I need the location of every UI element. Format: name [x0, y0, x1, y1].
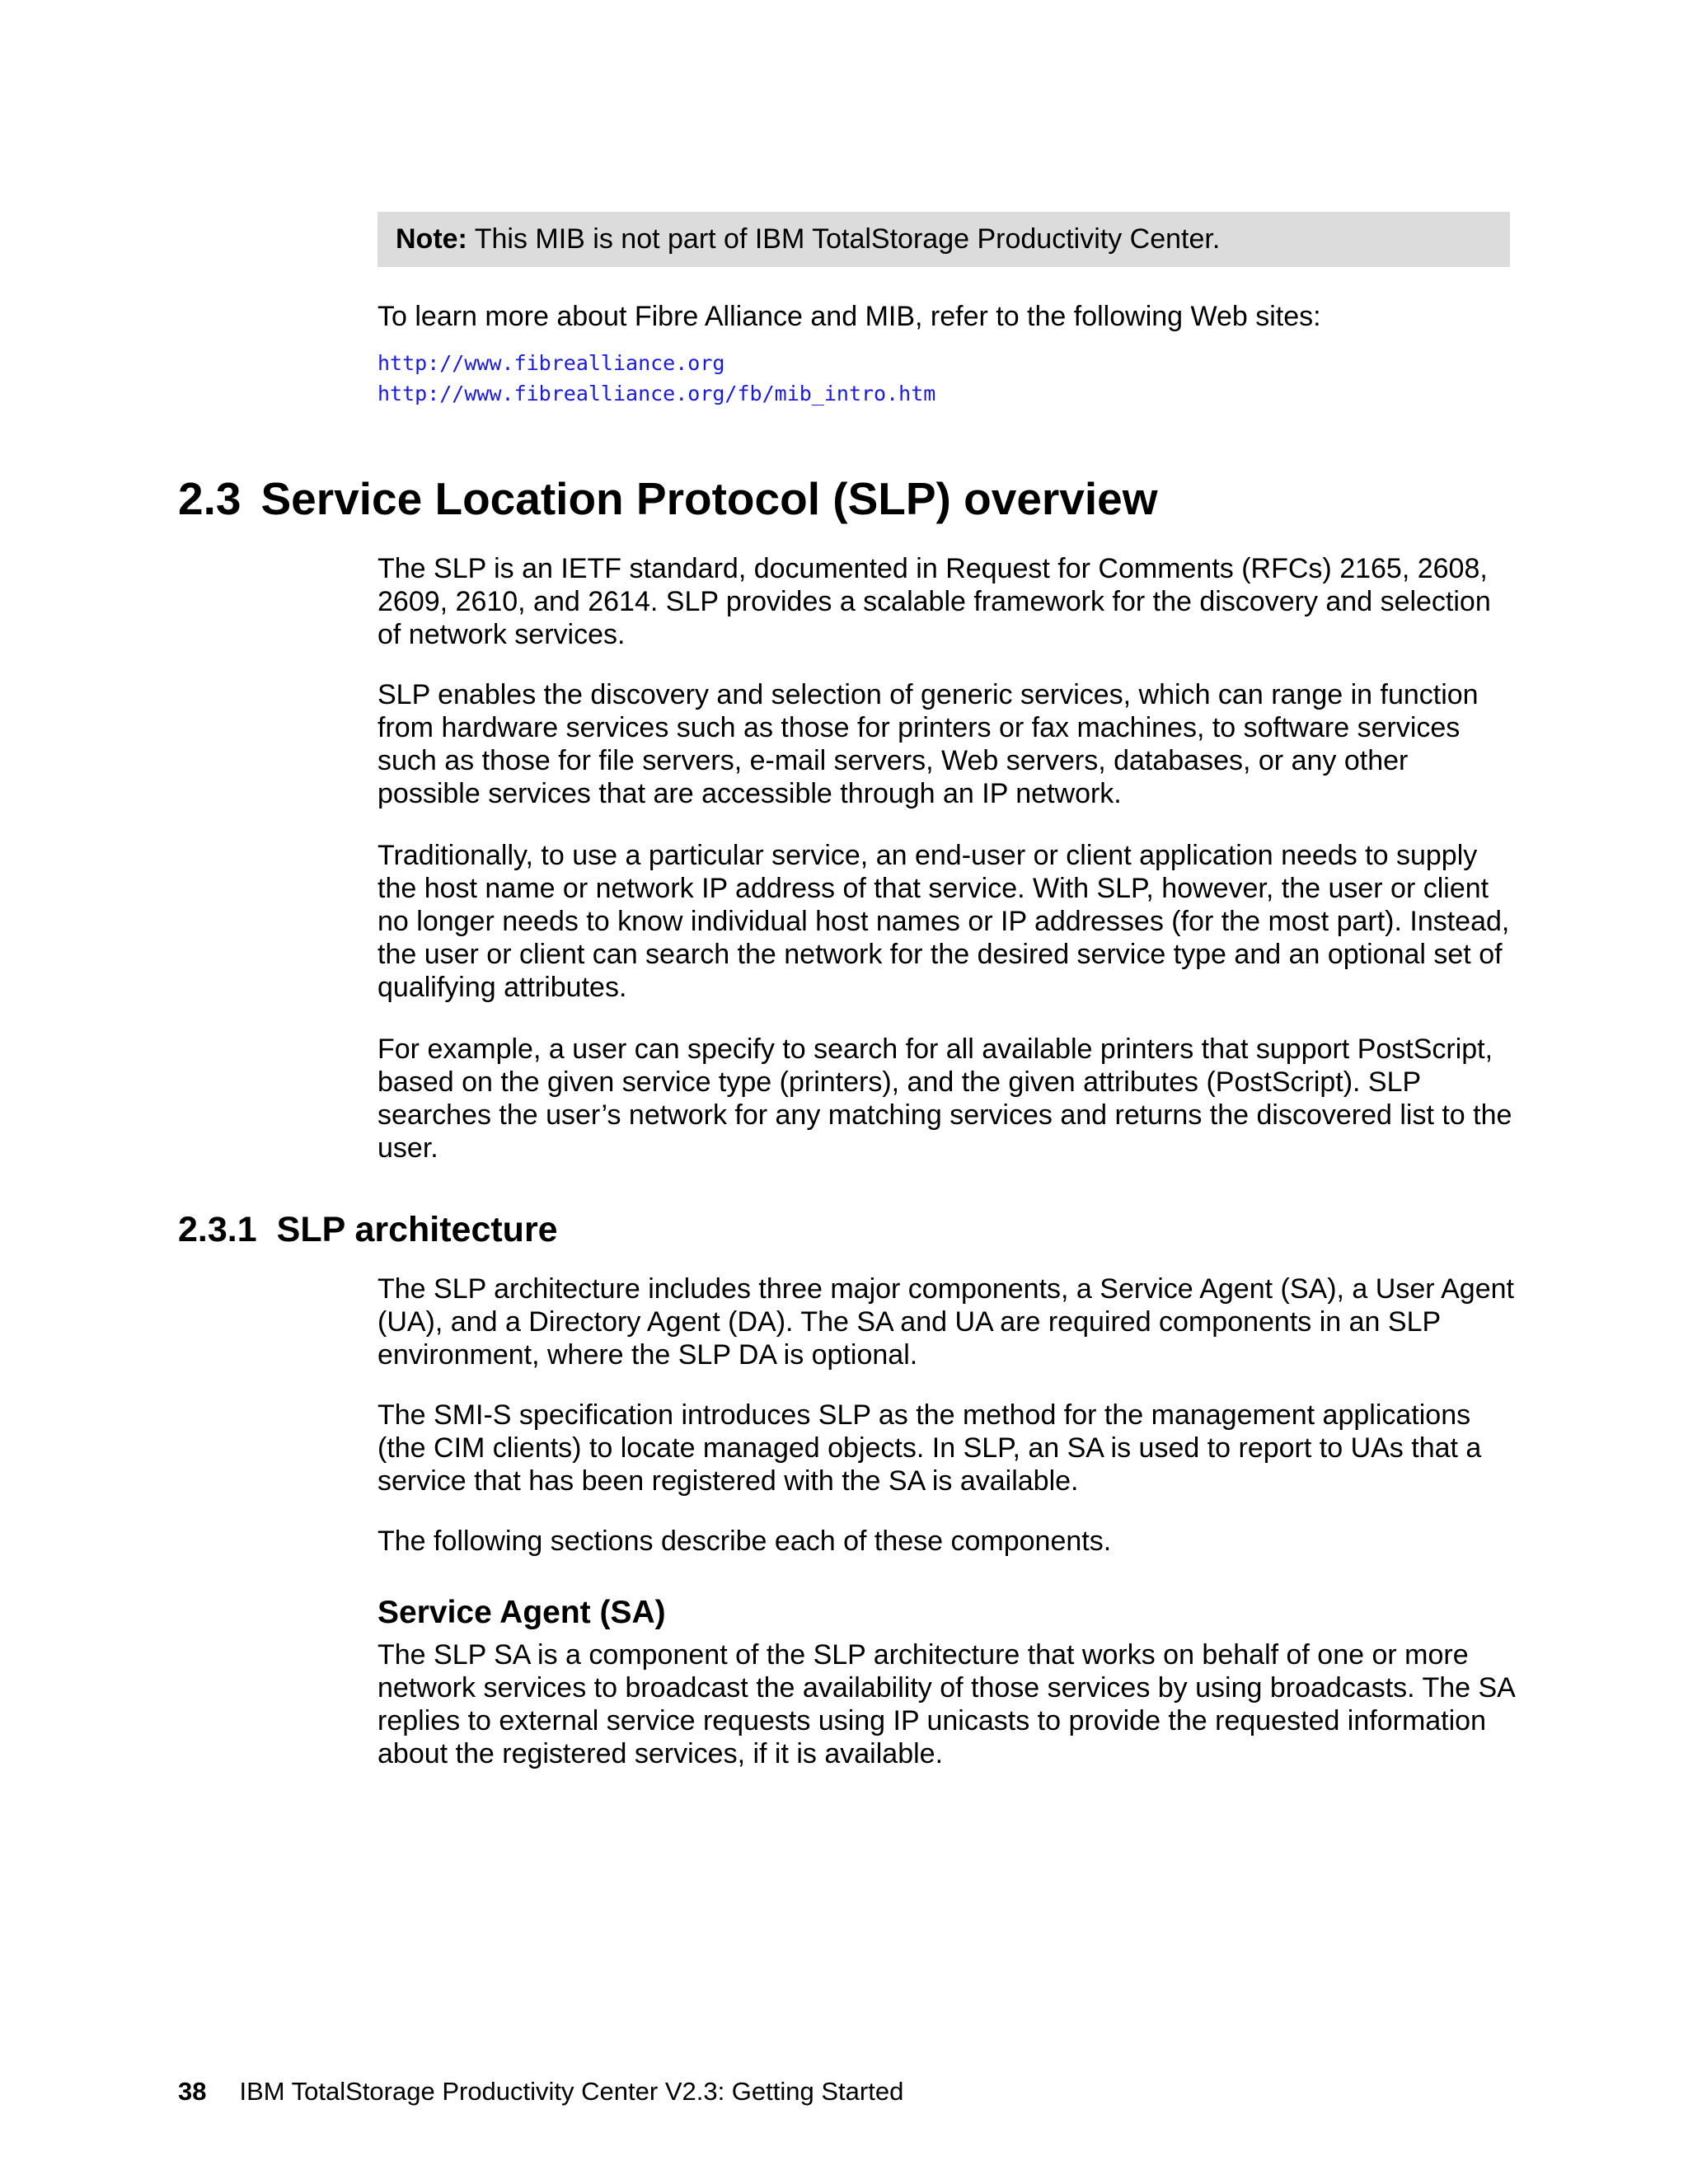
service-agent-heading: Service Agent (SA) — [377, 1595, 666, 1630]
note-label: Note: — [396, 223, 467, 255]
section-heading — [178, 472, 1158, 525]
slp-paragraph-2: SLP enables the discovery and selection of generic services, which can range in function from hardware services such as those for printers or fax machines, to software services such as those for file servers, e-mail servers, Web servers, databases, or any other possible services that are accessible through an IP network. — [377, 679, 1479, 809]
link-fibrealliance[interactable]: http://www.fibrealliance.org — [377, 351, 725, 375]
section-title: Service Location Protocol (SLP) overview — [260, 473, 1158, 524]
subsection-heading — [178, 1210, 558, 1250]
subsection-title: SLP architecture — [276, 1210, 558, 1249]
architecture-paragraph-2: The SMI-S specification introduces SLP as the method for the management applications (the CIM clients) to locate managed objects. In SLP, an SA is used to report to UAs that a service that has been registered with the SA is available. — [377, 1399, 1482, 1497]
slp-paragraph-1: The SLP is an IETF standard, documented in Request for Comments (RFCs) 2165, 2608, 2609, 2610, and 2614. SLP provides a scalable framework for the discovery and selection of network services. — [377, 553, 1491, 650]
note-box — [377, 212, 1510, 267]
slp-paragraph-3: Traditionally, to use a particular service, an end-user or client application needs to supply the host name or network IP address of that service. With SLP, however, the user or client no longer needs to know individual host names or IP addresses (for the most part). Instead, the user or client can search the network for the desired service type and an optional set of qualifying attributes. — [377, 840, 1510, 1003]
architecture-paragraph-1: The SLP architecture includes three major components, a Service Agent (SA), a User Agent (UA), and a Directory Agent (DA). The SA and UA are required components in an SLP environment, where the SLP DA is optional. — [377, 1273, 1514, 1371]
page-footer — [178, 2077, 903, 2107]
subsection-number: 2.3.1 — [178, 1210, 257, 1249]
web-links — [377, 348, 935, 409]
book-title: IBM TotalStorage Productivity Center V2.3: Getting Started — [239, 2077, 904, 2106]
page-number: 38 — [178, 2077, 207, 2106]
link-mib-intro[interactable]: http://www.fibrealliance.org/fb/mib_intro.htm — [377, 382, 936, 405]
intro-paragraph: To learn more about Fibre Alliance and MIB, refer to the following Web sites: — [377, 301, 1321, 332]
note-text: This MIB is not part of IBM TotalStorage Productivity Center. — [467, 223, 1221, 255]
service-agent-paragraph: The SLP SA is a component of the SLP architecture that works on behalf of one or more network services to broadcast the availability of those services by using broadcasts. The SA replies to external service requests using IP unicasts to provide the requested information about the registered services, if it is available. — [377, 1639, 1514, 1769]
slp-paragraph-4: For example, a user can specify to search for all available printers that support PostScript, based on the given service type (printers), and the given attributes (PostScript). SLP searches the user’s network for any matching services and returns the discovered list to the user. — [377, 1033, 1512, 1164]
section-number: 2.3 — [178, 473, 241, 524]
architecture-paragraph-3: The following sections describe each of these components. — [377, 1526, 1112, 1557]
